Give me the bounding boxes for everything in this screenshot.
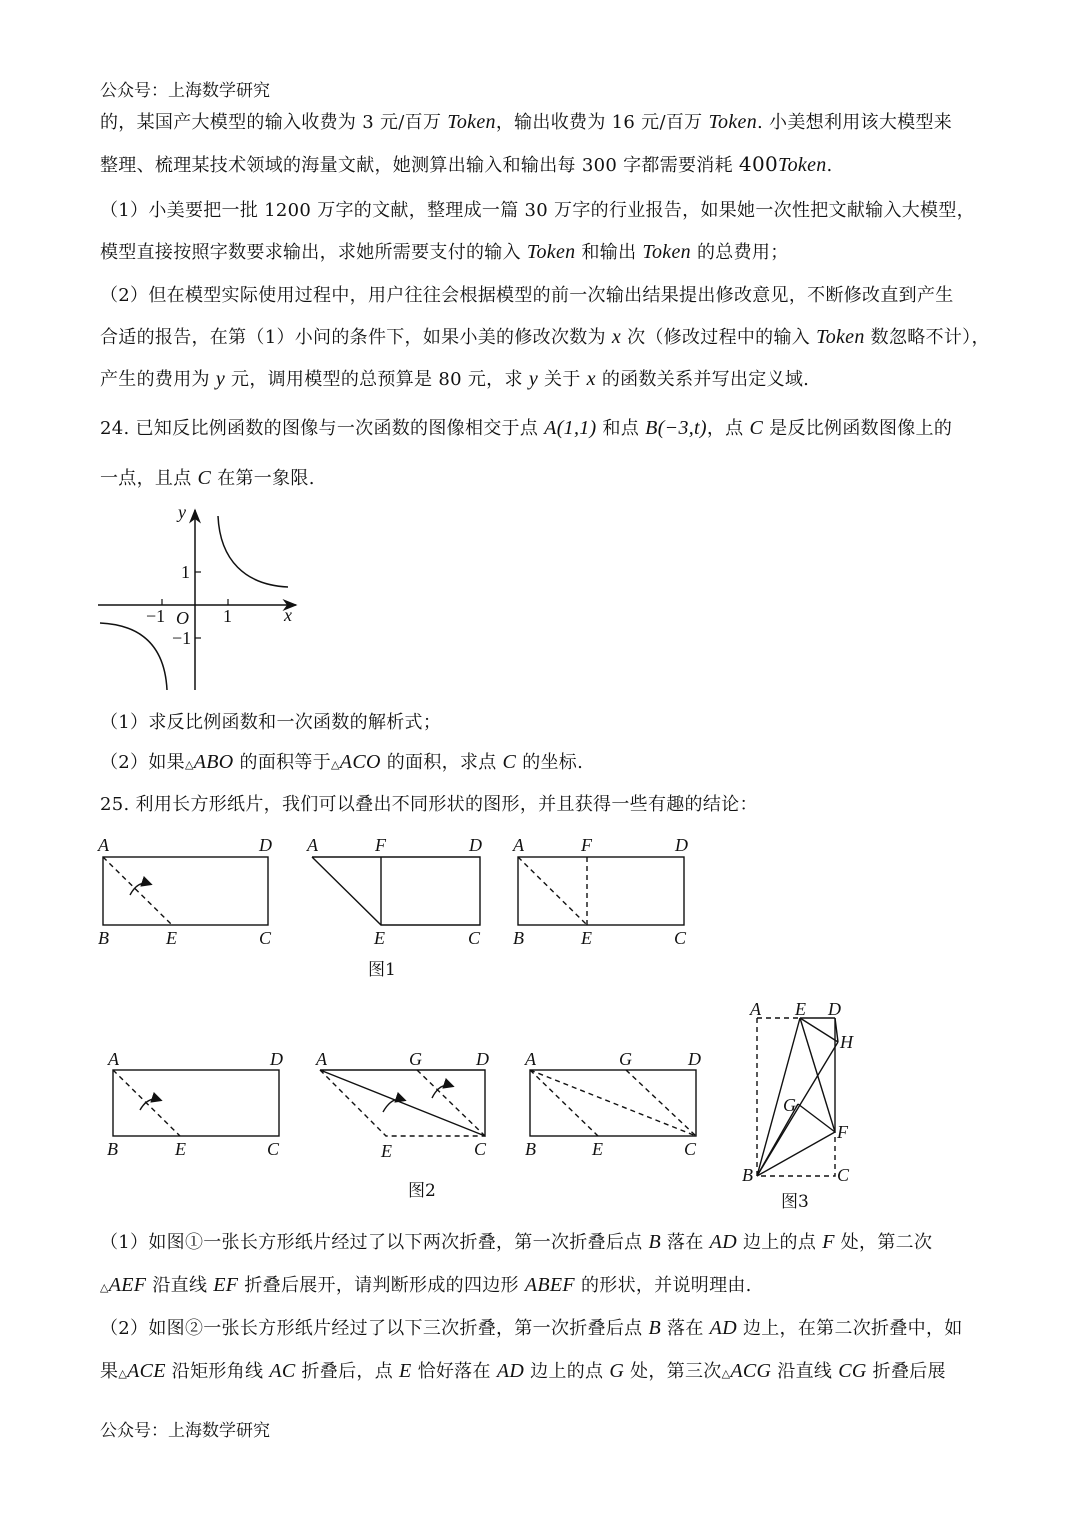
fig1c-label-a: A bbox=[513, 835, 524, 855]
graph-origin-label: O bbox=[176, 608, 189, 628]
fig2a-label-b: B bbox=[107, 1139, 118, 1159]
fig2c-rect bbox=[530, 1070, 696, 1136]
fig2b-arrow2 bbox=[432, 1085, 452, 1098]
graph-tick-label-m1y: −1 bbox=[172, 628, 192, 648]
fig1c-rect bbox=[518, 857, 684, 925]
fig3-label-a: A bbox=[750, 999, 761, 1019]
fig3-label-f: F bbox=[837, 1122, 848, 1142]
fig2b-label-e: E bbox=[381, 1141, 392, 1161]
graph-tick-label-1y: 1 bbox=[181, 562, 190, 582]
graph-x-label: x bbox=[284, 605, 292, 625]
q23-part-2-line-3: 产生的费用为 y 元，调用模型的总预算是 80 元，求 y 关于 x 的函数关系并写出定义域. bbox=[100, 368, 810, 390]
fig2b-label-d: D bbox=[476, 1049, 489, 1069]
fig1a-label-b: B bbox=[98, 928, 109, 948]
fig3-label-b: B bbox=[742, 1165, 753, 1185]
fig2c-label-a: A bbox=[525, 1049, 536, 1069]
q25-part-1-line-1: （1）如图①一张长方形纸片经过了以下两次折叠，第一次折叠后点 B 落在 AD 边上的点 F 处，第二次 bbox=[100, 1231, 933, 1253]
q23-part-1-line-1: （1）小美要把一批 1200 万字的文献，整理成一篇 30 万字的行业报告，如果她一次性把文献输入大模型， bbox=[100, 200, 975, 221]
fig1a-rect bbox=[103, 857, 268, 925]
fig1c-label-e: E bbox=[581, 928, 592, 948]
q24-line-2: 一点，且点 C 在第一象限. bbox=[100, 467, 315, 489]
fig2b-label-a: A bbox=[316, 1049, 327, 1069]
fig2c-label-b: B bbox=[525, 1139, 536, 1159]
q25-part-2-line-2: 果△ACE 沿矩形角线 AC 折叠后，点 E 恰好落在 AD 边上的点 G 处，第三次△ACG 沿直线 CG 折叠后展 bbox=[100, 1360, 946, 1382]
q24-line-1: 24. 已知反比例函数的图像与一次函数的图像相交于点 A(1,1) 和点 B(−3,t)，点 C 是反比例函数图像上的 bbox=[100, 417, 953, 439]
fig1b-label-e: E bbox=[374, 928, 385, 948]
fig2c-label-g: G bbox=[619, 1049, 632, 1069]
fig1a-fold bbox=[103, 857, 172, 925]
fig2a-arrow bbox=[140, 1099, 160, 1110]
fig3-label-g: G bbox=[783, 1095, 796, 1115]
fig2-caption: 图2 bbox=[408, 1181, 436, 1201]
fig1b-label-d: D bbox=[469, 835, 482, 855]
fig1a-label-c: C bbox=[259, 928, 272, 948]
fig1a-label-d: D bbox=[259, 835, 272, 855]
fig1-caption: 图1 bbox=[368, 960, 396, 980]
q24-part-2: （2）如果△ABO 的面积等于△ACO 的面积，求点 C 的坐标. bbox=[100, 751, 584, 773]
fig3-label-d: D bbox=[828, 999, 841, 1019]
fig3-gf bbox=[798, 1104, 835, 1132]
fig2a-label-d: D bbox=[270, 1049, 283, 1069]
q23-line-2: 整理、梳理某技术领域的海量文献，她测算出输入和输出每 300 字都需要消耗 400Token. bbox=[100, 152, 833, 176]
q25-part-1-line-2: △AEF 沿直线 EF 折叠后展开，请判断形成的四边形 ABEF 的形状，并说明理由. bbox=[100, 1274, 752, 1296]
fig1b-label-f: F bbox=[375, 835, 386, 855]
fig2c-ae bbox=[530, 1070, 598, 1136]
fig2c-label-c: C bbox=[684, 1139, 697, 1159]
fig1c-ae bbox=[518, 857, 587, 925]
fig1a-arrow bbox=[130, 883, 150, 895]
graph-y-label: y bbox=[178, 502, 186, 522]
fig1a-label-a: A bbox=[98, 835, 109, 855]
q24-part-1: （1）求反比例函数和一次函数的解析式； bbox=[100, 712, 442, 733]
fig3-caption: 图3 bbox=[781, 1192, 809, 1212]
fig2c-label-d: D bbox=[688, 1049, 701, 1069]
fig2b-arrow1 bbox=[383, 1099, 404, 1112]
q25-intro: 25. 利用长方形纸片，我们可以叠出不同形状的图形，并且获得一些有趣的结论： bbox=[100, 794, 758, 815]
fig3-ef bbox=[800, 1018, 835, 1132]
fig1c-label-f: F bbox=[581, 835, 592, 855]
fig1a-label-e: E bbox=[166, 928, 177, 948]
fig3-label-e: E bbox=[795, 999, 806, 1019]
fig2c-label-e: E bbox=[592, 1139, 603, 1159]
fig2c-gc bbox=[626, 1070, 696, 1136]
q23-part-2-line-1: （2）但在模型实际使用过程中，用户往往会根据模型的前一次输出结果提出修改意见，不断修改直到产生 bbox=[100, 285, 954, 306]
fig3-dashed-rect bbox=[757, 1018, 835, 1176]
fig2c-ac bbox=[530, 1070, 696, 1136]
page-footer: 公众号：上海数学研究 bbox=[100, 1421, 270, 1441]
fig2b-gc bbox=[417, 1070, 485, 1136]
fig2a-rect bbox=[113, 1070, 279, 1136]
q23-part-1-line-2: 模型直接按照字数要求输出，求她所需要支付的输入 Token 和输出 Token 的总费用； bbox=[100, 241, 789, 263]
fig1b-label-a: A bbox=[307, 835, 318, 855]
fig1b-shape bbox=[312, 857, 480, 925]
fig2a-label-a: A bbox=[108, 1049, 119, 1069]
fig2b-shape bbox=[320, 1070, 485, 1136]
fig2a-fold bbox=[113, 1070, 180, 1136]
page-header: 公众号：上海数学研究 bbox=[100, 81, 270, 101]
fig1c-label-d: D bbox=[675, 835, 688, 855]
q23-line-1: 的，某国产大模型的输入收费为 3 元/百万 Token，输出收费为 16 元/百万 Token. 小美想利用该大模型来 bbox=[100, 111, 953, 133]
fig3-label-h: H bbox=[840, 1032, 853, 1052]
graph-tick-label-1x: 1 bbox=[223, 606, 232, 626]
graph-tick-label-m1x: −1 bbox=[146, 606, 166, 626]
fig3-bf bbox=[757, 1132, 835, 1176]
q25-part-2-line-1: （2）如图②一张长方形纸片经过了以下三次折叠，第一次折叠后点 B 落在 AD 边上，在第二次折叠中，如 bbox=[100, 1317, 963, 1339]
fig2a-label-e: E bbox=[175, 1139, 186, 1159]
fig2b-label-c: C bbox=[474, 1139, 487, 1159]
fig2a-label-c: C bbox=[267, 1139, 280, 1159]
fig1b-label-c: C bbox=[468, 928, 481, 948]
fig3-label-c: C bbox=[837, 1165, 850, 1185]
fig2b-label-g: G bbox=[409, 1049, 422, 1069]
q23-part-2-line-2: 合适的报告，在第（1）小问的条件下，如果小美的修改次数为 x 次（修改过程中的输入 Token 数忽略不计）， bbox=[100, 326, 990, 348]
fig1c-label-c: C bbox=[674, 928, 687, 948]
fig1c-label-b: B bbox=[513, 928, 524, 948]
